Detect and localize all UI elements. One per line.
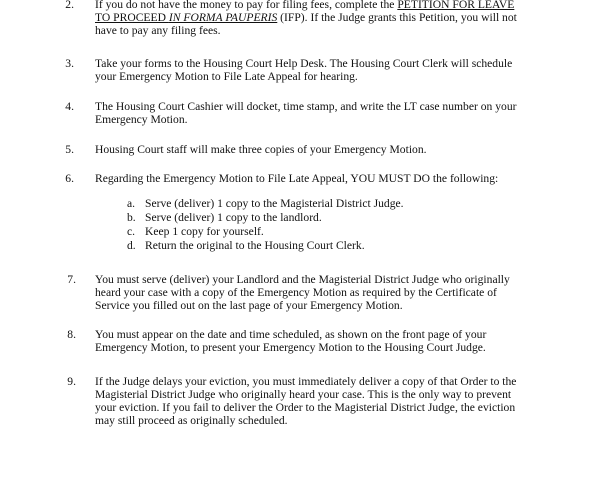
item-text [95,172,565,185]
item-text [95,100,565,126]
item-line: your Emergency Motion to File Late Appeal for hearing. [95,70,358,83]
item-line: You must appear on the date and time scheduled, as shown on the front page of your [95,328,487,341]
item-line: Regarding the Emergency Motion to File Late Appeal, YOU MUST DO the following: [95,172,499,185]
item-line: If you do not have the money to pay for filing fees, complete the PETITION FOR LEAVE [95,0,515,11]
item-line: your eviction. If you fail to deliver the Order to the Magisterial District Judge, the eviction [95,401,516,414]
item-line: You must serve (deliver) your Landlord and the Magisterial District Judge who originally [95,273,510,286]
sub-item-letter: d. [127,239,136,252]
item-text [95,273,565,312]
petition-link-text: PETITION FOR LEAVE [397,0,515,11]
item-line: The Housing Court Cashier will docket, time stamp, and write the LT case number on your [95,100,517,113]
item-number: 4. [65,100,74,113]
item-number: 9. [67,375,76,388]
sub-item-text: Serve (deliver) 1 copy to the landlord. [145,211,322,224]
item-line: Magisterial District Judge who originally heard your case. This is the only way to prevent [95,388,512,401]
item-line: Housing Court staff will make three copies of your Emergency Motion. [95,143,427,156]
item-line: TO PROCEED IN FORMA PAUPERIS (IFP). If the Judge grants this Petition, you will not [95,11,517,24]
item-line: Service you filled out on the last page of your Emergency Motion. [95,299,403,312]
item-text [95,143,565,156]
item-text [95,57,565,83]
sub-item-text: Serve (deliver) 1 copy to the Magisterial District Judge. [145,197,404,210]
item-number: 5. [65,143,74,156]
item-line: Emergency Motion, to present your Emergency Motion to the Housing Court Judge. [95,341,486,354]
item-number: 7. [67,273,76,286]
sub-item-text: Return the original to the Housing Court Clerk. [145,239,365,252]
item-line: may still proceed as originally scheduled. [95,414,288,427]
item-text [95,375,565,427]
sub-item-letter: b. [127,211,136,224]
sub-item-text: Keep 1 copy for yourself. [145,225,264,238]
item-text [95,328,565,354]
item-line: heard your case with a copy of the Emergency Motion as required by the Certificate of [95,286,497,299]
item-number: 3. [65,57,74,70]
sub-item-letter: a. [127,197,136,210]
item-line: If the Judge delays your eviction, you must immediately deliver a copy of that Order to the [95,375,517,388]
ifp-term: IN FORMA PAUPERIS [168,11,278,24]
item-number: 8. [67,328,76,341]
item-text [95,0,565,37]
item-line: have to pay any filing fees. [95,24,221,37]
item-line: Emergency Motion. [95,113,188,126]
sub-item-letter: c. [127,225,136,238]
item-number: 2. [65,0,74,11]
item-number: 6. [65,172,74,185]
item-line: Take your forms to the Housing Court Help Desk. The Housing Court Clerk will schedule [95,57,513,70]
